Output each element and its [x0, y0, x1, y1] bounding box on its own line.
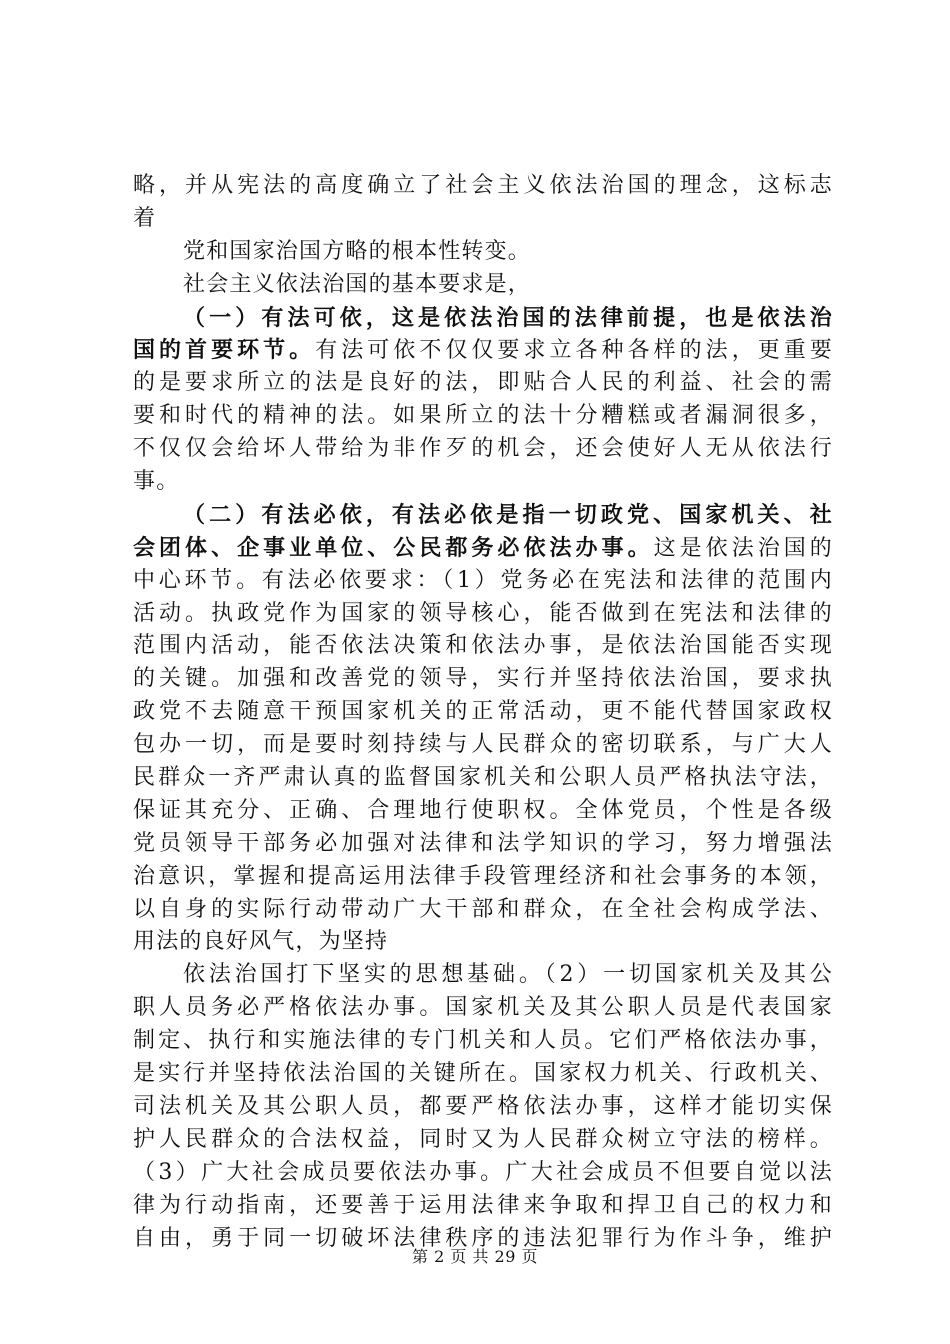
text-line	[133, 170, 833, 203]
bold-text: 国的首要环节。	[133, 337, 316, 364]
text-line	[133, 565, 833, 598]
bold-text: （二）有法必依，有法必依是指一切政党、国家机关、社	[183, 501, 833, 528]
text-line	[133, 926, 833, 959]
text-line	[133, 367, 833, 400]
text-line	[133, 959, 833, 992]
text-line	[133, 992, 833, 1025]
text-line	[133, 1058, 833, 1091]
text-line	[133, 696, 833, 729]
text-run: 自由，勇于同一切破坏法律秩序的违法犯罪行为作斗争，维护	[133, 1225, 833, 1251]
text-line	[133, 729, 833, 762]
text-line	[133, 499, 833, 532]
text-line	[133, 203, 833, 236]
document-body	[133, 170, 833, 1255]
bold-text: （一）有法可依，这是依法治国的法律前提，也是依法治	[183, 304, 833, 331]
text-run: 护人民群众的合法权益，同时又为人民群众树立守法的榜样。	[133, 1126, 833, 1152]
text-run: 范围内活动，能否依法决策和依法办事，是依法治国能否实现	[133, 633, 833, 659]
text-run: 党和国家治国方略的根本性转变。	[183, 238, 532, 264]
text-line	[133, 795, 833, 828]
text-line	[133, 762, 833, 795]
text-line	[133, 663, 833, 696]
text-line	[133, 828, 833, 861]
text-line	[133, 1157, 833, 1190]
text-line	[133, 1124, 833, 1157]
text-run: 是实行并坚持依法治国的关键所在。国家权力机关、行政机关、	[133, 1061, 833, 1087]
text-run: 着	[133, 205, 157, 231]
text-line	[133, 894, 833, 927]
text-run: 活动。执政党作为国家的领导核心，能否做到在宪法和法律的	[133, 600, 833, 626]
text-run: 有法可依不仅仅要求立各种各样的法，更重要	[315, 338, 833, 364]
text-run: 要和时代的精神的法。如果所立的法十分糟糕或者漏洞很多，	[133, 403, 833, 429]
text-line	[133, 1091, 833, 1124]
text-run: 政党不去随意干预国家机关的正常活动，更不能代替国家政权	[133, 699, 833, 725]
text-run: 民群众一齐严肃认真的监督国家机关和公职人员严格执法守法，	[133, 765, 833, 791]
text-run: 律为行动指南，还要善于运用法律来争取和捍卫自己的权力和	[133, 1192, 833, 1218]
text-run: 不仅仅会给坏人带给为非作歹的机会，还会使好人无从依法行	[133, 436, 833, 462]
text-line	[133, 400, 833, 433]
text-line	[133, 302, 833, 335]
text-run: 保证其充分、正确、合理地行使职权。全体党员，个性是各级	[133, 797, 833, 823]
text-run: 依法治国打下坚实的思想基础。（2）一切国家机关及其公	[183, 962, 833, 988]
text-run: （3）广大社会成员要依法办事。广大社会成员不但要自觉以法	[133, 1159, 833, 1185]
text-run: 党员领导干部务必加强对法律和法学知识的学习，努力增强法	[133, 830, 833, 856]
text-run: 用法的良好风气，为坚持	[133, 929, 389, 955]
page-footer: 第 2 页 共 29 页	[412, 1247, 538, 1266]
text-run: 这是依法治国的	[653, 535, 833, 561]
text-line	[133, 630, 833, 663]
text-run: 的是要求所立的法是良好的法，即贴合人民的利益、社会的需	[133, 370, 833, 396]
text-line	[133, 236, 833, 269]
text-line	[133, 334, 833, 367]
text-run: 职人员务必严格依法办事。国家机关及其公职人员是代表国家	[133, 995, 833, 1021]
text-line	[133, 861, 833, 894]
text-run: 包办一切，而是要时刻持续与人民群众的密切联系，与广大人	[133, 732, 833, 758]
text-run: 中心环节。有法必依要求：（1）党务必在宪法和法律的范围内	[133, 567, 833, 593]
text-run: 社会主义依法治国的基本要求是，	[183, 271, 532, 297]
text-run: 事。	[133, 469, 180, 495]
text-line	[133, 598, 833, 631]
bold-text: 会团体、企事业单位、公民都务必依法办事。	[133, 534, 654, 561]
text-line	[133, 1025, 833, 1058]
text-line	[133, 466, 833, 499]
text-line	[133, 532, 833, 565]
text-line	[133, 433, 833, 466]
text-run: 的关键。加强和改善党的领导，实行并坚持依法治国，要求执	[133, 666, 833, 692]
text-run: 略，并从宪法的高度确立了社会主义依法治国的理念，这标志	[133, 173, 833, 198]
text-run: 制定、执行和实施法律的专门机关和人员。它们严格依法办事，	[133, 1028, 833, 1054]
text-run: 司法机关及其公职人员，都要严格依法办事，这样才能切实保	[133, 1093, 833, 1119]
text-run: 治意识，掌握和提高运用法律手段管理经济和社会事务的本领，	[133, 863, 833, 889]
text-line	[133, 269, 833, 302]
text-line	[133, 1190, 833, 1223]
text-run: 以自身的实际行动带动广大干部和群众，在全社会构成学法、	[133, 896, 833, 922]
